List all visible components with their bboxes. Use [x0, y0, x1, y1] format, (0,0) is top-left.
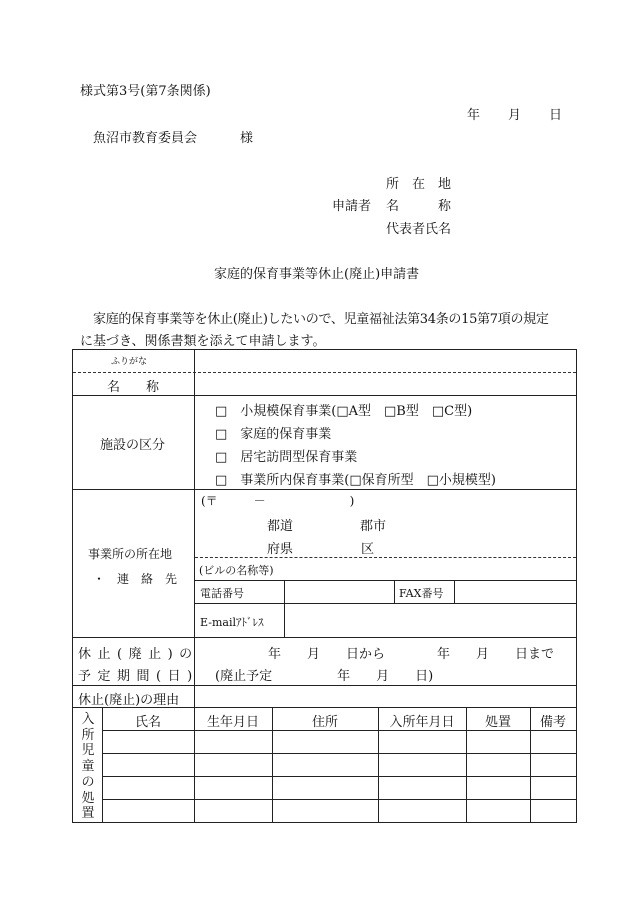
phone-label: 電話番号 — [200, 587, 244, 600]
children-disposition-label: 入 所 児 童 の 処 置 — [81, 712, 95, 822]
facility-label: 施設の区分 — [100, 438, 166, 453]
reason-field[interactable] — [196, 687, 574, 706]
furigana-label: ふりがな — [111, 357, 148, 367]
column-disposition: 処置 — [484, 715, 511, 730]
date-month: 月 — [508, 108, 522, 123]
fuken-label: 府県 — [267, 542, 294, 557]
reason-label: 休止(廃止)の理由 — [78, 693, 180, 708]
postal-code[interactable]: (〒 － ) — [201, 494, 355, 508]
date-day: 日 — [549, 108, 563, 123]
todo-label: 都道 — [267, 519, 294, 534]
applicant-name: 名 称 — [386, 199, 452, 214]
applicant-label: 申請者 — [332, 199, 372, 214]
addressee: 魚沼市教育委員会 — [93, 131, 198, 146]
building-label: (ビルの名称等) — [199, 564, 274, 577]
applicant-location: 所 在 地 — [386, 177, 452, 192]
body-line-2: に基づき、関係書類を添えて申請します。 — [80, 334, 326, 349]
document-title: 家庭的保育事業等休止(廃止)申請書 — [214, 267, 420, 282]
gunshi-label: 郡市 — [360, 519, 387, 534]
date-year: 年 — [467, 108, 481, 123]
table-row[interactable] — [104, 778, 575, 798]
name-label: 名 称 — [107, 380, 160, 395]
phone-field[interactable] — [286, 582, 392, 602]
fax-label: FAX番号 — [399, 587, 444, 600]
email-label: E-mailｱﾄﾞﾚｽ — [200, 616, 264, 629]
body-line-1: 家庭的保育事業等を休止(廃止)したいので、児童福祉法第34条の15第7項の規定 — [93, 312, 549, 327]
email-field[interactable] — [286, 605, 574, 636]
table-row[interactable] — [104, 801, 575, 821]
table-row[interactable] — [104, 732, 575, 752]
column-name: 氏名 — [134, 715, 161, 730]
period-label-1: 休止(廃止)の — [78, 647, 199, 662]
period-range[interactable]: 年 月 日から 年 月 日まで — [268, 647, 555, 662]
facility-option-visit[interactable]: □ 居宅訪問型保育事業 — [215, 450, 358, 465]
furigana-field[interactable] — [196, 351, 574, 371]
column-admission-date: 入所年月日 — [389, 715, 455, 730]
applicant-representative: 代表者氏名 — [386, 222, 452, 237]
column-remarks: 備考 — [539, 715, 566, 730]
abolition-date[interactable]: (廃止予定 年 月 日) — [215, 669, 434, 684]
column-address: 住所 — [311, 715, 338, 730]
ku-label: 区 — [361, 542, 375, 557]
office-label-2: ・ 連 絡 先 — [93, 572, 178, 586]
table-row[interactable] — [104, 755, 575, 775]
facility-option-small[interactable]: □ 小規模保育事業(□A型 □B型 □C型) — [215, 404, 473, 419]
fax-field[interactable] — [456, 582, 574, 602]
column-birthdate: 生年月日 — [206, 715, 259, 730]
name-field[interactable] — [196, 374, 574, 394]
office-label-1: 事業所の所在地 — [88, 547, 173, 561]
facility-option-home[interactable]: □ 家庭的保育事業 — [215, 427, 332, 442]
facility-option-workplace[interactable]: □ 事業所内保育事業(□保育所型 □小規模型) — [215, 473, 496, 488]
period-label-2: 予定期間(日) — [78, 669, 199, 684]
honorific: 様 — [240, 131, 254, 146]
form-number: 様式第3号(第7条関係) — [80, 84, 211, 99]
